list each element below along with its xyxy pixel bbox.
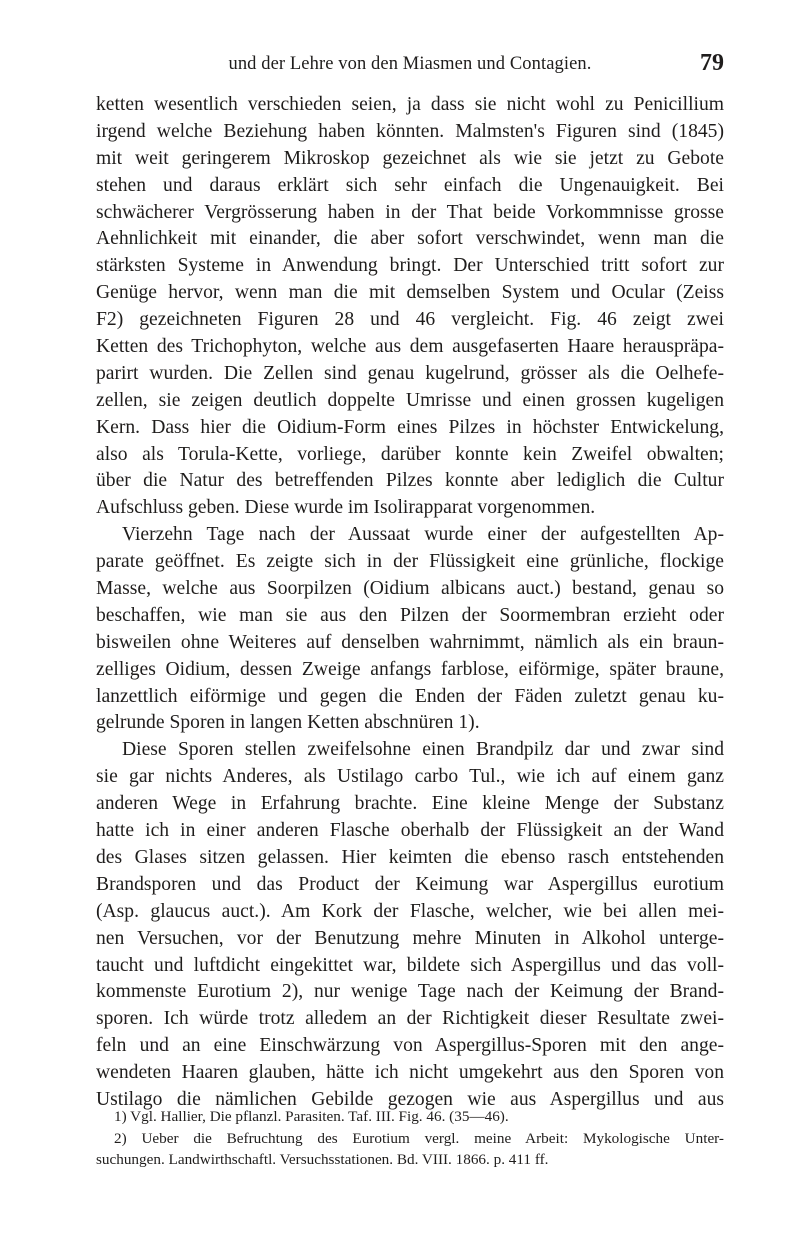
text-line: lanzettlich eiförmige und gegen die Enden der Fäden zuletzt genau ku- <box>96 685 724 707</box>
text-line: feln und an eine Einschwärzung von Aspergillus-Sporen mit den ange- <box>96 1035 724 1057</box>
text-line: des Glases sitzen gelassen. Hier keimten die ebenso rasch entstehenden <box>96 846 724 868</box>
text-line: parirt wurden. Die Zellen sind genau kugelrund, grösser als die Oelhefe- <box>96 362 724 384</box>
footnote-line: 1) Vgl. Hallier, Die pflanzl. Parasiten. Taf. III. Fig. 46. (35—46). <box>114 1108 509 1125</box>
running-title: und der Lehre von den Miasmen und Contagien. <box>228 54 592 74</box>
text-line: anderen Wege in Erfahrung brachte. Eine kleine Menge der Substanz <box>96 793 724 815</box>
text-line: parate geöffnet. Es zeigte sich in der Flüssigkeit eine grünliche, flockige <box>96 551 724 573</box>
running-header <box>96 50 724 84</box>
footnote-line: suchungen. Landwirthschaftl. Versuchsstationen. Bd. VIII. 1866. p. 411 ff. <box>96 1151 549 1168</box>
text-line: Aufschluss geben. Diese wurde im Isolirapparat vorgenommen. <box>96 497 596 519</box>
text-line: ketten wesentlich verschieden seien, ja dass sie nicht wohl zu Penicillium <box>96 94 724 115</box>
text-line: sporen. Ich würde trotz alledem an der Richtigkeit dieser Resultate zwei- <box>96 1008 724 1030</box>
text-line: Diese Sporen stellen zweifelsohne einen Brandpilz dar und zwar sind <box>122 739 724 761</box>
text-line: bisweilen ohne Weiteres auf denselben wahrnimmt, nämlich als ein braun- <box>96 631 724 653</box>
text-line: F2) gezeichneten Figuren 28 und 46 vergleicht. Fig. 46 zeigt zwei <box>96 309 724 331</box>
text-line: nen Versuchen, vor der Benutzung mehre Minuten in Alkohol unterge- <box>96 927 724 949</box>
text-line: Aehnlichkeit mit einander, die aber sofort verschwindet, wenn man die <box>96 228 724 250</box>
footnote-line: 2) Ueber die Befruchtung des Eurotium vergl. meine Arbeit: Mykologische Unter- <box>114 1129 724 1147</box>
text-line: (Asp. glaucus auct.). Am Kork der Flasche, welcher, wie bei allen mei- <box>96 900 724 922</box>
text-line: beschaffen, wie man sie aus den Pilzen der Soormembran erzieht oder <box>96 604 724 626</box>
text-line: mit weit geringerem Mikroskop gezeichnet als wie sie jetzt zu Gebote <box>96 147 724 169</box>
text-line: also als Torula-Kette, vorliege, darüber konnte kein Zweifel obwalten; <box>96 443 724 465</box>
text-line: hatte ich in einer anderen Flasche oberhalb der Flüssigkeit an der Wand <box>96 820 724 842</box>
body-text <box>96 92 724 1114</box>
text-line: wendeten Haaren glauben, hätte ich nicht umgekehrt aus den Sporen von <box>96 1062 724 1084</box>
text-line: taucht und luftdicht eingekittet war, bildete sich Aspergillus und das voll- <box>96 954 724 976</box>
text-line: sie gar nichts Anderes, als Ustilago carbo Tul., wie ich auf einem ganz <box>96 766 724 788</box>
text-line: Masse, welche aus Soorpilzen (Oidium albicans auct.) bestand, genau so <box>96 578 724 600</box>
text-line: kommenste Eurotium 2), nur wenige Tage nach der Keimung der Brand- <box>96 981 724 1003</box>
text-line: schwächerer Vergrösserung haben in der That beide Vorkommnisse grosse <box>96 201 724 223</box>
text-line: Genüge hervor, wenn man die mit demselben System und Ocular (Zeiss <box>96 282 724 304</box>
text-line: zellen, sie zeigen deutlich doppelte Umrisse und einen grossen kugeligen <box>96 389 724 411</box>
text-line: Ketten des Trichophyton, welche aus dem ausgefaserten Haare herauspräpa- <box>96 336 724 358</box>
text-line: gelrunde Sporen in langen Ketten abschnüren 1). <box>96 712 480 734</box>
text-line: irgend welche Beziehung haben könnten. Malmsten's Figuren sind (1845) <box>96 120 724 142</box>
text-line: Kern. Dass hier die Oidium-Form eines Pilzes in höchster Entwickelung, <box>96 416 724 438</box>
text-line: stehen und daraus erklärt sich sehr einfach die Ungenauigkeit. Bei <box>96 174 724 196</box>
text-line: Brandsporen und das Product der Keimung war Aspergillus eurotium <box>96 873 724 895</box>
text-line: Ustilago die nämlichen Gebilde gezogen wie aus Aspergillus und aus <box>96 1088 724 1110</box>
text-line: Vierzehn Tage nach der Aussaat wurde einer der aufgestellten Ap- <box>122 524 724 546</box>
text-line: zelliges Oidium, dessen Zweige anfangs farblose, eiförmige, später braune, <box>96 658 724 680</box>
text-line: über die Natur des betreffenden Pilzes konnte aber lediglich die Cultur <box>96 470 724 492</box>
page-number: 79 <box>700 50 724 76</box>
text-line: stärksten Systeme in Anwendung bringt. Der Unterschied tritt sofort zur <box>96 255 724 277</box>
footnotes <box>96 1106 724 1171</box>
